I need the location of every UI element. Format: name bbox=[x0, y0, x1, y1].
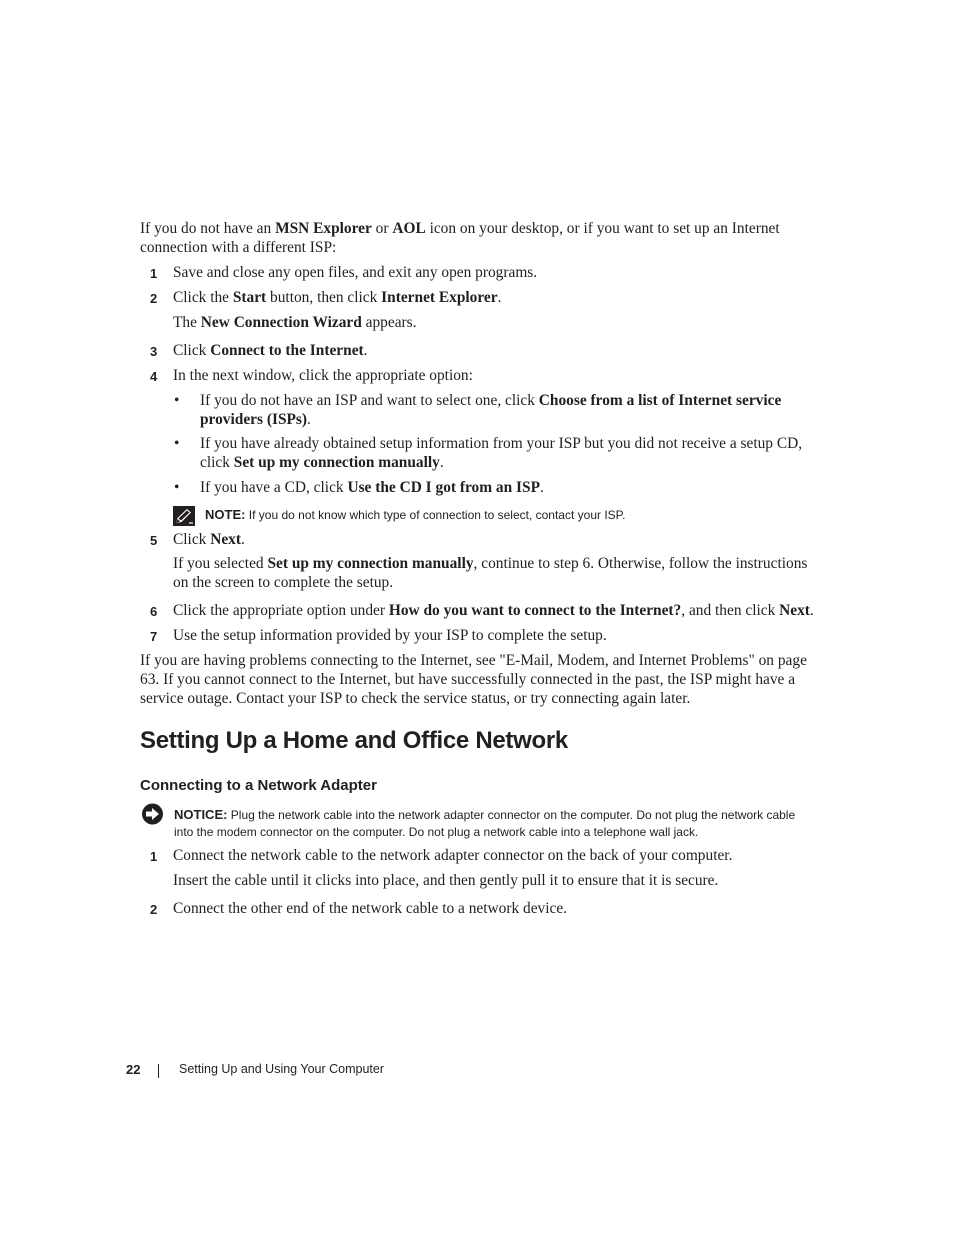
step-text: Use the setup information provided by your ISP to complete the setup. bbox=[173, 627, 607, 644]
step-number: 5 bbox=[150, 533, 158, 548]
step-number: 1 bbox=[150, 266, 158, 281]
step-number: 1 bbox=[150, 849, 158, 864]
step-text: Connect the network cable to the network adapter connector on the back of your computer. bbox=[173, 847, 733, 864]
bullet-text: If you have a CD, click Use the CD I got from an ISP. bbox=[200, 479, 544, 496]
footer-title: Setting Up and Using Your Computer bbox=[179, 1062, 384, 1076]
bullet-mark: • bbox=[174, 479, 180, 496]
step-text: Save and close any open files, and exit any open programs. bbox=[173, 264, 538, 281]
step-subtext: If you selected Set up my connection manually, continue to step 6. Otherwise, follow the instructions on the screen to complete the setup. bbox=[173, 555, 808, 591]
section-title: Setting Up a Home and Office Network bbox=[140, 727, 568, 754]
bullet-mark: • bbox=[174, 435, 180, 452]
step-text: Click Connect to the Internet. bbox=[173, 342, 368, 359]
pencil-note-icon bbox=[173, 506, 195, 526]
bullet-text: If you have already obtained setup information from your ISP but you did not receive a setup CD, click Set up my connection manually. bbox=[200, 435, 803, 471]
page-number: 22 bbox=[126, 1062, 141, 1077]
step-number: 6 bbox=[150, 604, 158, 619]
section-subtitle: Connecting to a Network Adapter bbox=[140, 777, 377, 794]
step-text: Click Next. bbox=[173, 531, 245, 548]
step-number: 2 bbox=[150, 902, 158, 917]
step-subtext: Insert the cable until it clicks into place, and then gently pull it to ensure that it is secure. bbox=[173, 872, 719, 889]
bullet-text: If you do not have an ISP and want to select one, click Choose from a list of Internet service providers (ISPs). bbox=[200, 392, 782, 428]
step-text: In the next window, click the appropriate option: bbox=[173, 367, 473, 384]
step-text: Click the appropriate option under How do you want to connect to the Internet?, and then click Next. bbox=[173, 602, 814, 619]
intro-paragraph: If you do not have an MSN Explorer or AOL icon on your desktop, or if you want to set up an Internet connection with a different ISP: bbox=[140, 220, 780, 256]
step-subtext: The New Connection Wizard appears. bbox=[173, 314, 417, 331]
step-number: 2 bbox=[150, 291, 158, 306]
step-text: Connect the other end of the network cable to a network device. bbox=[173, 900, 568, 917]
notice-text: NOTICE: Plug the network cable into the network adapter connector on the computer. Do not plug the network cable into the modem connector on the computer. Do not plug a network cable into a telephone wall jack. bbox=[174, 807, 796, 839]
step-number: 3 bbox=[150, 344, 158, 359]
note-text: NOTE: If you do not know which type of connection to select, contact your ISP. bbox=[205, 507, 626, 522]
bullet-mark: • bbox=[174, 392, 180, 409]
trouble-paragraph: If you are having problems connecting to the Internet, see "E-Mail, Modem, and Internet Problems" on page 63. If you cannot connect to the Internet, but have successfully connected in the past, the ISP might have a service outage. Contact your ISP to check the service status, or try connecting again later. bbox=[140, 652, 807, 707]
footer-divider bbox=[158, 1064, 159, 1078]
step-number: 7 bbox=[150, 629, 158, 644]
step-number: 4 bbox=[150, 369, 158, 384]
arrow-notice-icon bbox=[141, 803, 164, 825]
step-text: Click the Start button, then click Internet Explorer. bbox=[173, 289, 502, 306]
